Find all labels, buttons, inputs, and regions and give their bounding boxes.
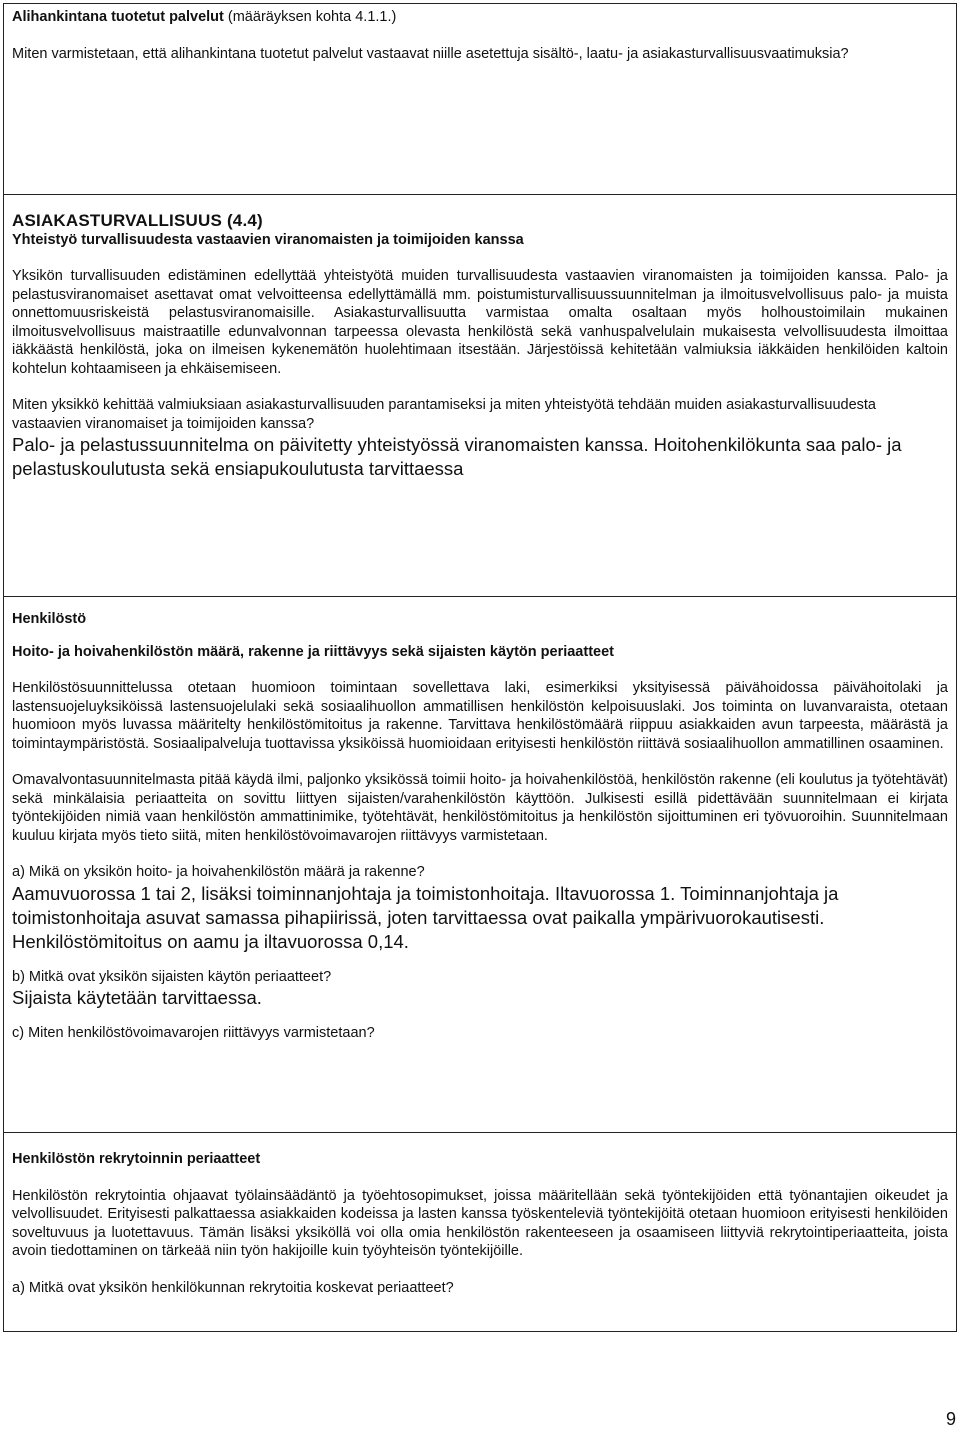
question-b: b) Mitkä ovat yksikön sijaisten käytön periaatteet?: [12, 968, 332, 985]
info-paragraph-1: Henkilöstösuunnittelussa otetaan huomioon toimintaan sovellettava laki, esimerkiksi yksityisessä päivähoidossa päivähoitolaki ja lastensuojeluyksiköissä lastensuojelulaki sekä sosiaalihuollon ammatillisen henkilöstön kelpoisuuslaki. Jos toiminta on luvanvaraista, otetaan huomioon myös luvassa määritelty henkilöstömitoitus ja rakenne. Tarvittava henkilöstömäärä riippuu asiakkaiden avun tarpeesta, määrästä ja toimintaympäristöstä. Sosiaalipalveluja tuottavissa yksiköissä huomioidaan erityisesti henkilöstön riittävä sosiaalihuollon ammatillinen osaaminen.: [12, 680, 948, 752]
answer-text: Palo- ja pelastussuunnitelma on päivitetty yhteistyössä viranomaisten kanssa. Hoitohenkilökunta saa palo- ja pelastuskoulutusta sekä ensiapukoulutusta tarvittaessa: [12, 434, 902, 479]
question-a: a) Mitkä ovat yksikön henkilökunnan rekrytoitia koskevat periaatteet?: [12, 1279, 454, 1296]
question-text: Miten varmistetaan, että alihankintana tuotetut palvelut vastaavat niille asetettuja sisältö-, laatu- ja asiakasturvallisuusvaatimuksia?: [12, 45, 849, 62]
answer-b: Sijaista käytetään tarvittaessa.: [12, 987, 262, 1008]
question-c: c) Miten henkilöstövoimavarojen riittävyys varmistetaan?: [12, 1025, 375, 1041]
info-paragraph-2: Omavalvontasuunnitelmasta pitää käydä ilmi, paljonko yksikössä toimii hoito- ja hoivahenkilöstöä, henkilöstön rakenne (eli koulutus ja työtehtävät) sekä minkälaisia periaatteita on sovittu liittyen sijaisten/varahenkilöstön käyttöön. Julkisesti esillä pidettävään suunnitelmaan ei kirjata työntekijöiden nimiä vaan henkilöstön ammattinimike, työtehtävät, henkilöstömitoitus ja henkilöstön sijoittuminen eri työvuoroihin. Suunnitelmaan kuuluu kirjata myös tieto siitä, miten henkilöstövoimavarojen riittävyys varmistetaan.: [12, 772, 948, 844]
info-paragraph: Yksikön turvallisuuden edistäminen edellyttää yhteistyötä muiden turvallisuudesta vastaavien viranomaisten ja toimijoiden kanssa. Palo- ja pelastusviranomaiset asettavat omat velvoitteensa edellyttämällä mm. poistumisturvallisuussuunnitelman ja ilmoitusvelvollisuus palo- ja muista onnettomuusriskeistä pelastusviranomaisille. Asiakasturvallisuutta varmistaa omalta osaltaan myös holhoustoimilain mukainen ilmoitusvelvollisuus maistraatille edunvalvonnan tarpeessa olevasta henkilöstä sekä vanhuspalvelulain mukaisesta velvollisuudesta ilmoittaa iäkkäästä henkilöstä, joka on ilmeisen kykenemätön huolehtimaan itsestään. Järjestöissä kehitetään valmiuksia iäkkäiden henkilöiden kaltoin kohtelun kohtaamiseen ja ehkäisemiseen.: [12, 268, 948, 377]
question-a: a) Mikä on yksikön hoito- ja hoivahenkilöstön määrä ja rakenne?: [12, 864, 425, 880]
section-heading: Henkilöstö: [12, 611, 87, 627]
question-text: Miten yksikkö kehittää valmiuksiaan asiakasturvallisuuden parantamiseksi ja miten yhteistyötä tehdään muiden asiakasturvallisuudesta vastaavien viranomaiset ja toimijoiden kanssa?: [12, 397, 876, 432]
section-subheading: Hoito- ja hoivahenkilöstön määrä, rakenne ja riittävyys sekä sijaisten käytön periaatteet: [12, 643, 614, 660]
section-client-safety: [3, 194, 957, 597]
page-number: 9: [945, 1409, 956, 1429]
section-heading: Henkilöstön rekrytoinnin periaatteet: [12, 1151, 261, 1167]
section-heading: ASIAKASTURVALLISUUS (4.4): [12, 211, 263, 230]
section-title: Alihankintana tuotetut palvelut (määräyksen kohta 4.1.1.): [12, 9, 397, 25]
info-paragraph: Henkilöstön rekrytointia ohjaavat työlainsäädäntö ja työehtosopimukset, joissa määritellään sekä työntekijöiden että työnantajien oikeudet ja velvollisuudet. Erityisesti palkattaessa asiakkaiden kodeissa ja lasten kanssa työskenteleviä työntekijöitä otetaan huomioon erityisesti henkilöiden soveltuvuus ja luotettavuus. Tämän lisäksi yksiköllä voi olla omia henkilöstön rakenteeseen ja osaamiseen liittyviä rekrytointiperiaatteita, joista avoin tiedottaminen on tärkeää niin työn hakijoille kuin työyhteisön työntekijöille.: [12, 1187, 948, 1259]
answer-a: Aamuvuorossa 1 tai 2, lisäksi toiminnanjohtaja ja toimistonhoitaja. Iltavuorossa 1. Toiminnanjohtaja ja toimistonhoitaja asuvat samassa pihapiirissä, joten tarvittaessa ovat paikalla ympärivuorokautisesti. Henkilöstömitoitus on aamu ja iltavuorossa 0,14.: [12, 882, 839, 952]
section-subheading: Yhteistyö turvallisuudesta vastaavien viranomaisten ja toimijoiden kanssa: [12, 231, 524, 248]
section-subcontracting: [3, 3, 957, 195]
section-staff: [3, 596, 957, 1133]
section-recruitment: [3, 1132, 957, 1332]
